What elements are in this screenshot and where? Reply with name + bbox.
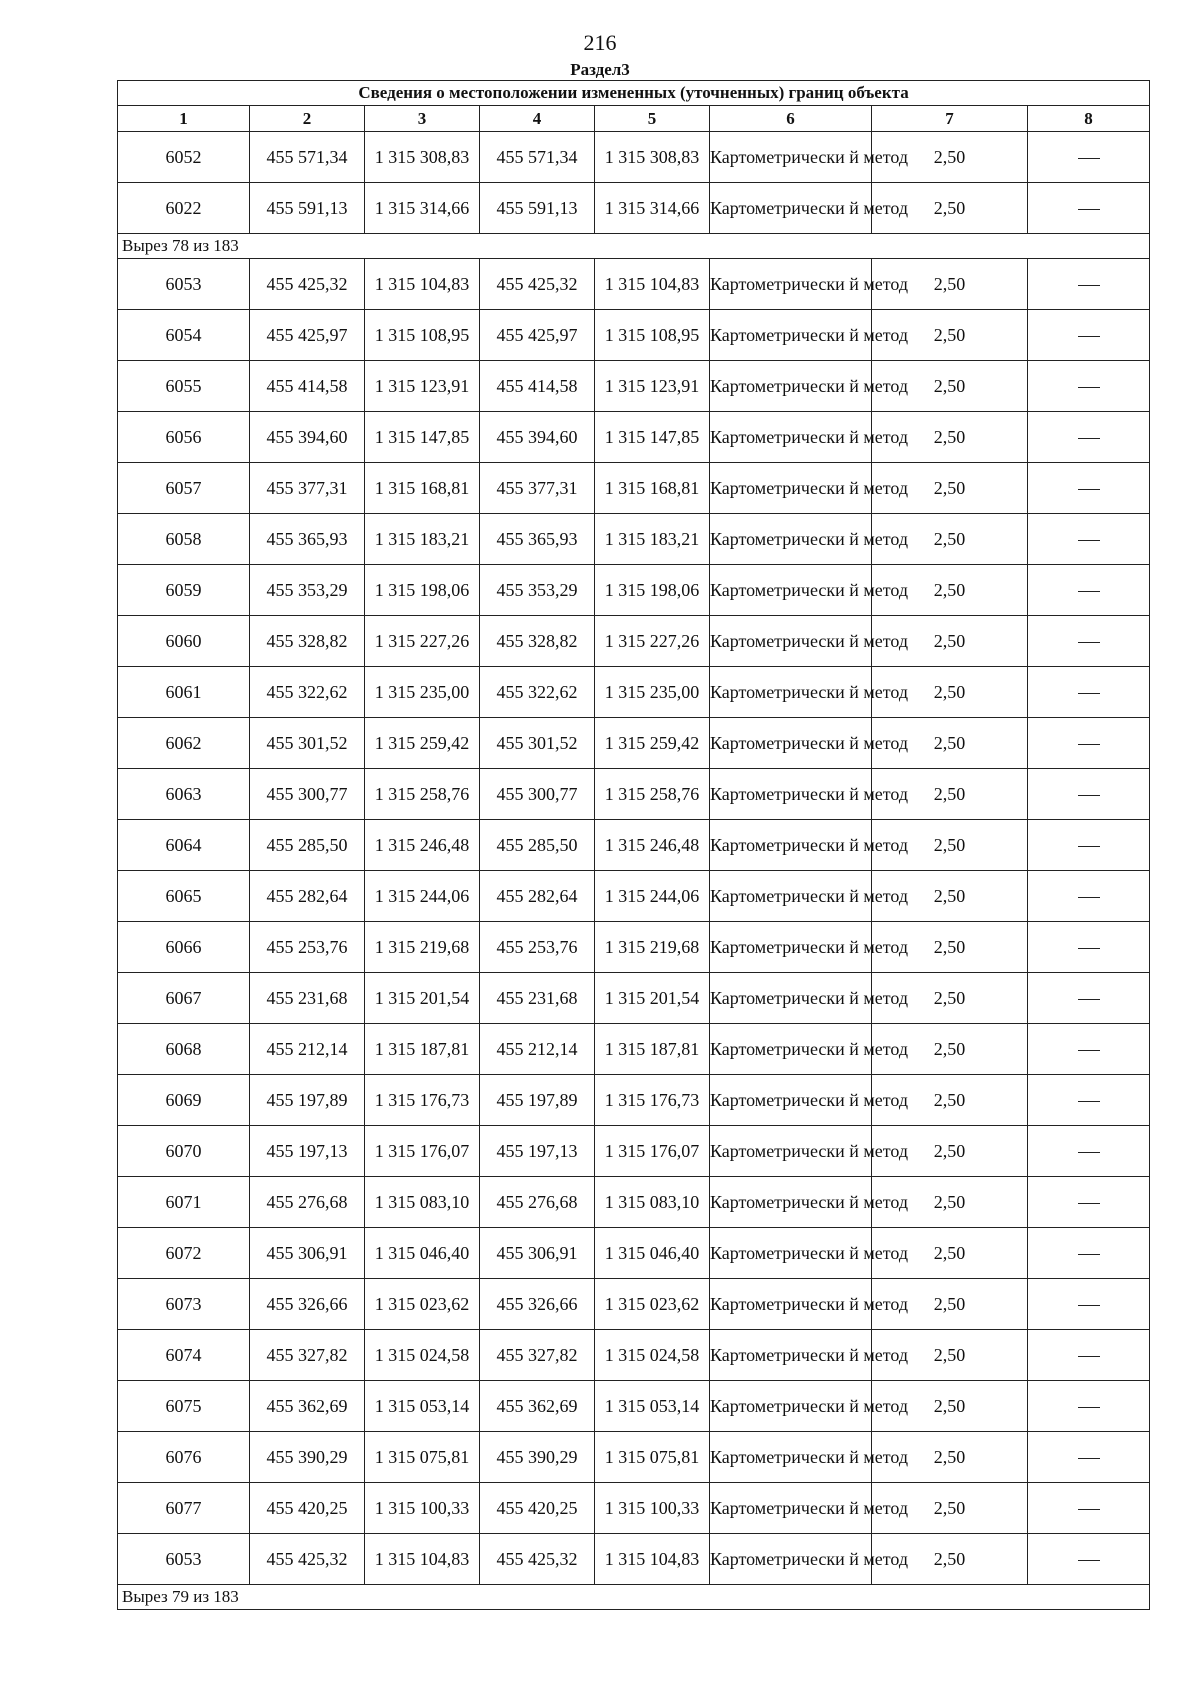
x-old-cell: 455 390,29	[250, 1432, 365, 1483]
dash-mark	[1078, 438, 1100, 439]
method-cell: Картометрически й метод	[710, 769, 872, 820]
dash-mark	[1078, 209, 1100, 210]
x-new-cell: 455 326,66	[480, 1279, 595, 1330]
boundary-coordinates-table	[117, 80, 1150, 1610]
x-new-cell: 455 197,89	[480, 1075, 595, 1126]
table-row	[118, 667, 1150, 718]
accuracy-cell: 2,50	[872, 1279, 1028, 1330]
column-number: 2	[250, 106, 365, 132]
x-old-cell: 455 591,13	[250, 183, 365, 234]
point-number-cell: 6053	[118, 259, 250, 310]
x-new-cell: 455 253,76	[480, 922, 595, 973]
accuracy-cell: 2,50	[872, 1330, 1028, 1381]
dash-cell	[1028, 310, 1150, 361]
y-new-cell: 1 315 187,81	[595, 1024, 710, 1075]
table-row	[118, 132, 1150, 183]
point-number-cell: 6058	[118, 514, 250, 565]
x-new-cell: 455 231,68	[480, 973, 595, 1024]
y-new-cell: 1 315 104,83	[595, 1534, 710, 1585]
dash-cell	[1028, 514, 1150, 565]
dash-mark	[1078, 948, 1100, 949]
table-row	[118, 1483, 1150, 1534]
method-cell: Картометрически й метод	[710, 973, 872, 1024]
table-row	[118, 183, 1150, 234]
point-number-cell: 6075	[118, 1381, 250, 1432]
cut-label-row	[118, 1585, 1150, 1610]
x-new-cell: 455 322,62	[480, 667, 595, 718]
method-cell: Картометрически й метод	[710, 616, 872, 667]
accuracy-cell: 2,50	[872, 616, 1028, 667]
x-old-cell: 455 322,62	[250, 667, 365, 718]
column-number: 7	[872, 106, 1028, 132]
table-row	[118, 1075, 1150, 1126]
point-number-cell: 6054	[118, 310, 250, 361]
point-number-cell: 6056	[118, 412, 250, 463]
y-new-cell: 1 315 123,91	[595, 361, 710, 412]
dash-cell	[1028, 667, 1150, 718]
accuracy-cell: 2,50	[872, 667, 1028, 718]
dash-mark	[1078, 1152, 1100, 1153]
method-cell: Картометрически й метод	[710, 361, 872, 412]
dash-mark	[1078, 1509, 1100, 1510]
table-caption: Сведения о местоположении измененных (уточненных) границ объекта	[118, 81, 1150, 106]
y-old-cell: 1 315 308,83	[365, 132, 480, 183]
x-new-cell: 455 394,60	[480, 412, 595, 463]
column-number: 6	[710, 106, 872, 132]
y-old-cell: 1 315 183,21	[365, 514, 480, 565]
dash-cell	[1028, 463, 1150, 514]
y-old-cell: 1 315 246,48	[365, 820, 480, 871]
point-number-cell: 6022	[118, 183, 250, 234]
y-old-cell: 1 315 198,06	[365, 565, 480, 616]
x-old-cell: 455 285,50	[250, 820, 365, 871]
point-number-cell: 6060	[118, 616, 250, 667]
method-cell: Картометрически й метод	[710, 259, 872, 310]
y-old-cell: 1 315 168,81	[365, 463, 480, 514]
x-old-cell: 455 300,77	[250, 769, 365, 820]
dash-cell	[1028, 183, 1150, 234]
x-old-cell: 455 231,68	[250, 973, 365, 1024]
accuracy-cell: 2,50	[872, 1432, 1028, 1483]
y-new-cell: 1 315 258,76	[595, 769, 710, 820]
dash-cell	[1028, 1228, 1150, 1279]
table-row	[118, 1024, 1150, 1075]
dash-mark	[1078, 1203, 1100, 1204]
dash-mark	[1078, 1050, 1100, 1051]
method-cell: Картометрически й метод	[710, 718, 872, 769]
x-old-cell: 455 282,64	[250, 871, 365, 922]
point-number-cell: 6057	[118, 463, 250, 514]
x-new-cell: 455 353,29	[480, 565, 595, 616]
table-row	[118, 463, 1150, 514]
accuracy-cell: 2,50	[872, 769, 1028, 820]
y-old-cell: 1 315 176,73	[365, 1075, 480, 1126]
table-row	[118, 973, 1150, 1024]
table-row	[118, 1534, 1150, 1585]
y-old-cell: 1 315 244,06	[365, 871, 480, 922]
table-row	[118, 820, 1150, 871]
x-new-cell: 455 420,25	[480, 1483, 595, 1534]
method-cell: Картометрически й метод	[710, 1024, 872, 1075]
dash-cell	[1028, 1075, 1150, 1126]
accuracy-cell: 2,50	[872, 973, 1028, 1024]
dash-cell	[1028, 820, 1150, 871]
dash-mark	[1078, 846, 1100, 847]
table-row	[118, 718, 1150, 769]
method-cell: Картометрически й метод	[710, 1432, 872, 1483]
method-cell: Картометрически й метод	[710, 183, 872, 234]
point-number-cell: 6063	[118, 769, 250, 820]
dash-mark	[1078, 795, 1100, 796]
x-old-cell: 455 276,68	[250, 1177, 365, 1228]
accuracy-cell: 2,50	[872, 1534, 1028, 1585]
dash-cell	[1028, 361, 1150, 412]
x-old-cell: 455 197,13	[250, 1126, 365, 1177]
point-number-cell: 6077	[118, 1483, 250, 1534]
dash-mark	[1078, 387, 1100, 388]
x-old-cell: 455 377,31	[250, 463, 365, 514]
method-cell: Картометрически й метод	[710, 132, 872, 183]
x-new-cell: 455 328,82	[480, 616, 595, 667]
y-old-cell: 1 315 023,62	[365, 1279, 480, 1330]
dash-mark	[1078, 1305, 1100, 1306]
method-cell: Картометрически й метод	[710, 1483, 872, 1534]
x-new-cell: 455 377,31	[480, 463, 595, 514]
y-new-cell: 1 315 023,62	[595, 1279, 710, 1330]
dash-mark	[1078, 1101, 1100, 1102]
dash-cell	[1028, 1279, 1150, 1330]
y-old-cell: 1 315 187,81	[365, 1024, 480, 1075]
accuracy-cell: 2,50	[872, 1228, 1028, 1279]
point-number-cell: 6053	[118, 1534, 250, 1585]
accuracy-cell: 2,50	[872, 514, 1028, 565]
x-new-cell: 455 285,50	[480, 820, 595, 871]
accuracy-cell: 2,50	[872, 1483, 1028, 1534]
x-new-cell: 455 282,64	[480, 871, 595, 922]
point-number-cell: 6076	[118, 1432, 250, 1483]
dash-cell	[1028, 1483, 1150, 1534]
column-number: 1	[118, 106, 250, 132]
y-old-cell: 1 315 201,54	[365, 973, 480, 1024]
point-number-cell: 6072	[118, 1228, 250, 1279]
x-new-cell: 455 212,14	[480, 1024, 595, 1075]
x-old-cell: 455 420,25	[250, 1483, 365, 1534]
point-number-cell: 6067	[118, 973, 250, 1024]
x-new-cell: 455 197,13	[480, 1126, 595, 1177]
page-number: 216	[583, 30, 617, 55]
method-cell: Картометрически й метод	[710, 463, 872, 514]
x-new-cell: 455 276,68	[480, 1177, 595, 1228]
dash-cell	[1028, 1534, 1150, 1585]
table-row	[118, 871, 1150, 922]
dash-cell	[1028, 718, 1150, 769]
table-row	[118, 259, 1150, 310]
x-new-cell: 455 362,69	[480, 1381, 595, 1432]
table-row	[118, 1330, 1150, 1381]
method-cell: Картометрически й метод	[710, 871, 872, 922]
accuracy-cell: 2,50	[872, 1381, 1028, 1432]
dash-mark	[1078, 591, 1100, 592]
accuracy-cell: 2,50	[872, 922, 1028, 973]
point-number-cell: 6066	[118, 922, 250, 973]
y-new-cell: 1 315 053,14	[595, 1381, 710, 1432]
y-new-cell: 1 315 168,81	[595, 463, 710, 514]
dash-mark	[1078, 897, 1100, 898]
table-caption-row	[118, 81, 1150, 106]
x-old-cell: 455 326,66	[250, 1279, 365, 1330]
y-new-cell: 1 315 308,83	[595, 132, 710, 183]
y-new-cell: 1 315 083,10	[595, 1177, 710, 1228]
x-new-cell: 455 591,13	[480, 183, 595, 234]
y-old-cell: 1 315 075,81	[365, 1432, 480, 1483]
point-number-cell: 6055	[118, 361, 250, 412]
dash-cell	[1028, 769, 1150, 820]
y-old-cell: 1 315 104,83	[365, 1534, 480, 1585]
dash-mark	[1078, 1458, 1100, 1459]
y-new-cell: 1 315 244,06	[595, 871, 710, 922]
dash-mark	[1078, 1254, 1100, 1255]
y-new-cell: 1 315 075,81	[595, 1432, 710, 1483]
accuracy-cell: 2,50	[872, 1075, 1028, 1126]
dash-mark	[1078, 1560, 1100, 1561]
y-old-cell: 1 315 314,66	[365, 183, 480, 234]
accuracy-cell: 2,50	[872, 361, 1028, 412]
accuracy-cell: 2,50	[872, 718, 1028, 769]
y-old-cell: 1 315 176,07	[365, 1126, 480, 1177]
dash-cell	[1028, 565, 1150, 616]
point-number-cell: 6065	[118, 871, 250, 922]
column-number: 3	[365, 106, 480, 132]
dash-mark	[1078, 642, 1100, 643]
column-number-row	[118, 106, 1150, 132]
dash-cell	[1028, 1432, 1150, 1483]
table-row	[118, 1177, 1150, 1228]
dash-mark	[1078, 540, 1100, 541]
method-cell: Картометрически й метод	[710, 514, 872, 565]
method-cell: Картометрически й метод	[710, 565, 872, 616]
y-old-cell: 1 315 083,10	[365, 1177, 480, 1228]
method-cell: Картометрически й метод	[710, 1228, 872, 1279]
accuracy-cell: 2,50	[872, 1024, 1028, 1075]
x-new-cell: 455 390,29	[480, 1432, 595, 1483]
x-new-cell: 455 327,82	[480, 1330, 595, 1381]
y-new-cell: 1 315 183,21	[595, 514, 710, 565]
x-new-cell: 455 414,58	[480, 361, 595, 412]
x-new-cell: 455 301,52	[480, 718, 595, 769]
x-new-cell: 455 425,32	[480, 259, 595, 310]
accuracy-cell: 2,50	[872, 871, 1028, 922]
x-old-cell: 455 365,93	[250, 514, 365, 565]
dash-cell	[1028, 1126, 1150, 1177]
table-body	[118, 132, 1150, 1610]
method-cell: Картометрически й метод	[710, 310, 872, 361]
point-number-cell: 6069	[118, 1075, 250, 1126]
point-number-cell: 6062	[118, 718, 250, 769]
accuracy-cell: 2,50	[872, 412, 1028, 463]
y-new-cell: 1 315 108,95	[595, 310, 710, 361]
y-new-cell: 1 315 100,33	[595, 1483, 710, 1534]
x-old-cell: 455 425,32	[250, 259, 365, 310]
table-row	[118, 412, 1150, 463]
section-title: Раздел3	[570, 60, 630, 79]
x-new-cell: 455 571,34	[480, 132, 595, 183]
x-old-cell: 455 327,82	[250, 1330, 365, 1381]
dash-mark	[1078, 999, 1100, 1000]
method-cell: Картометрически й метод	[710, 1534, 872, 1585]
table-row	[118, 1381, 1150, 1432]
x-old-cell: 455 197,89	[250, 1075, 365, 1126]
y-new-cell: 1 315 246,48	[595, 820, 710, 871]
y-new-cell: 1 315 046,40	[595, 1228, 710, 1279]
dash-mark	[1078, 693, 1100, 694]
x-old-cell: 455 212,14	[250, 1024, 365, 1075]
point-number-cell: 6073	[118, 1279, 250, 1330]
method-cell: Картометрически й метод	[710, 1381, 872, 1432]
y-new-cell: 1 315 024,58	[595, 1330, 710, 1381]
y-old-cell: 1 315 123,91	[365, 361, 480, 412]
column-number: 5	[595, 106, 710, 132]
table-row	[118, 1228, 1150, 1279]
dash-cell	[1028, 259, 1150, 310]
method-cell: Картометрически й метод	[710, 1330, 872, 1381]
dash-mark	[1078, 1407, 1100, 1408]
cut-label: Вырез 79 из 183	[118, 1585, 1150, 1610]
point-number-cell: 6052	[118, 132, 250, 183]
y-old-cell: 1 315 104,83	[365, 259, 480, 310]
dash-mark	[1078, 744, 1100, 745]
dash-cell	[1028, 922, 1150, 973]
x-old-cell: 455 306,91	[250, 1228, 365, 1279]
dash-cell	[1028, 1330, 1150, 1381]
y-old-cell: 1 315 219,68	[365, 922, 480, 973]
method-cell: Картометрически й метод	[710, 1177, 872, 1228]
y-new-cell: 1 315 235,00	[595, 667, 710, 718]
dash-mark	[1078, 285, 1100, 286]
y-new-cell: 1 315 176,07	[595, 1126, 710, 1177]
dash-mark	[1078, 158, 1100, 159]
point-number-cell: 6059	[118, 565, 250, 616]
accuracy-cell: 2,50	[872, 820, 1028, 871]
y-new-cell: 1 315 198,06	[595, 565, 710, 616]
y-new-cell: 1 315 104,83	[595, 259, 710, 310]
point-number-cell: 6074	[118, 1330, 250, 1381]
y-new-cell: 1 315 147,85	[595, 412, 710, 463]
accuracy-cell: 2,50	[872, 183, 1028, 234]
x-old-cell: 455 425,97	[250, 310, 365, 361]
dash-cell	[1028, 973, 1150, 1024]
y-new-cell: 1 315 201,54	[595, 973, 710, 1024]
y-old-cell: 1 315 147,85	[365, 412, 480, 463]
point-number-cell: 6068	[118, 1024, 250, 1075]
accuracy-cell: 2,50	[872, 132, 1028, 183]
y-old-cell: 1 315 053,14	[365, 1381, 480, 1432]
table-row	[118, 565, 1150, 616]
dash-cell	[1028, 1381, 1150, 1432]
point-number-cell: 6064	[118, 820, 250, 871]
table-row	[118, 1279, 1150, 1330]
table-row	[118, 1126, 1150, 1177]
accuracy-cell: 2,50	[872, 565, 1028, 616]
dash-mark	[1078, 1356, 1100, 1357]
x-old-cell: 455 253,76	[250, 922, 365, 973]
accuracy-cell: 2,50	[872, 310, 1028, 361]
y-old-cell: 1 315 108,95	[365, 310, 480, 361]
cut-label: Вырез 78 из 183	[118, 234, 1150, 259]
point-number-cell: 6061	[118, 667, 250, 718]
column-number: 8	[1028, 106, 1150, 132]
cut-label-row	[118, 234, 1150, 259]
x-old-cell: 455 425,32	[250, 1534, 365, 1585]
y-new-cell: 1 315 314,66	[595, 183, 710, 234]
x-old-cell: 455 301,52	[250, 718, 365, 769]
y-old-cell: 1 315 024,58	[365, 1330, 480, 1381]
table-row	[118, 769, 1150, 820]
table-row	[118, 310, 1150, 361]
method-cell: Картометрически й метод	[710, 667, 872, 718]
x-old-cell: 455 571,34	[250, 132, 365, 183]
dash-cell	[1028, 871, 1150, 922]
x-new-cell: 455 300,77	[480, 769, 595, 820]
y-old-cell: 1 315 259,42	[365, 718, 480, 769]
dash-cell	[1028, 1177, 1150, 1228]
x-new-cell: 455 306,91	[480, 1228, 595, 1279]
accuracy-cell: 2,50	[872, 1126, 1028, 1177]
dash-mark	[1078, 489, 1100, 490]
accuracy-cell: 2,50	[872, 1177, 1028, 1228]
point-number-cell: 6071	[118, 1177, 250, 1228]
y-old-cell: 1 315 046,40	[365, 1228, 480, 1279]
x-old-cell: 455 328,82	[250, 616, 365, 667]
method-cell: Картометрически й метод	[710, 412, 872, 463]
y-new-cell: 1 315 176,73	[595, 1075, 710, 1126]
dash-cell	[1028, 132, 1150, 183]
dash-mark	[1078, 336, 1100, 337]
point-number-cell: 6070	[118, 1126, 250, 1177]
x-new-cell: 455 425,97	[480, 310, 595, 361]
method-cell: Картометрически й метод	[710, 1075, 872, 1126]
y-old-cell: 1 315 227,26	[365, 616, 480, 667]
accuracy-cell: 2,50	[872, 259, 1028, 310]
dash-cell	[1028, 1024, 1150, 1075]
x-new-cell: 455 365,93	[480, 514, 595, 565]
x-old-cell: 455 414,58	[250, 361, 365, 412]
accuracy-cell: 2,50	[872, 463, 1028, 514]
table-row	[118, 361, 1150, 412]
x-old-cell: 455 394,60	[250, 412, 365, 463]
table-row	[118, 922, 1150, 973]
method-cell: Картометрически й метод	[710, 922, 872, 973]
y-new-cell: 1 315 219,68	[595, 922, 710, 973]
y-new-cell: 1 315 227,26	[595, 616, 710, 667]
column-number: 4	[480, 106, 595, 132]
table-row	[118, 514, 1150, 565]
y-old-cell: 1 315 100,33	[365, 1483, 480, 1534]
dash-cell	[1028, 412, 1150, 463]
dash-cell	[1028, 616, 1150, 667]
x-old-cell: 455 353,29	[250, 565, 365, 616]
y-old-cell: 1 315 235,00	[365, 667, 480, 718]
y-old-cell: 1 315 258,76	[365, 769, 480, 820]
method-cell: Картометрически й метод	[710, 1126, 872, 1177]
method-cell: Картометрически й метод	[710, 820, 872, 871]
method-cell: Картометрически й метод	[710, 1279, 872, 1330]
table-row	[118, 616, 1150, 667]
x-old-cell: 455 362,69	[250, 1381, 365, 1432]
y-new-cell: 1 315 259,42	[595, 718, 710, 769]
table-row	[118, 1432, 1150, 1483]
x-new-cell: 455 425,32	[480, 1534, 595, 1585]
